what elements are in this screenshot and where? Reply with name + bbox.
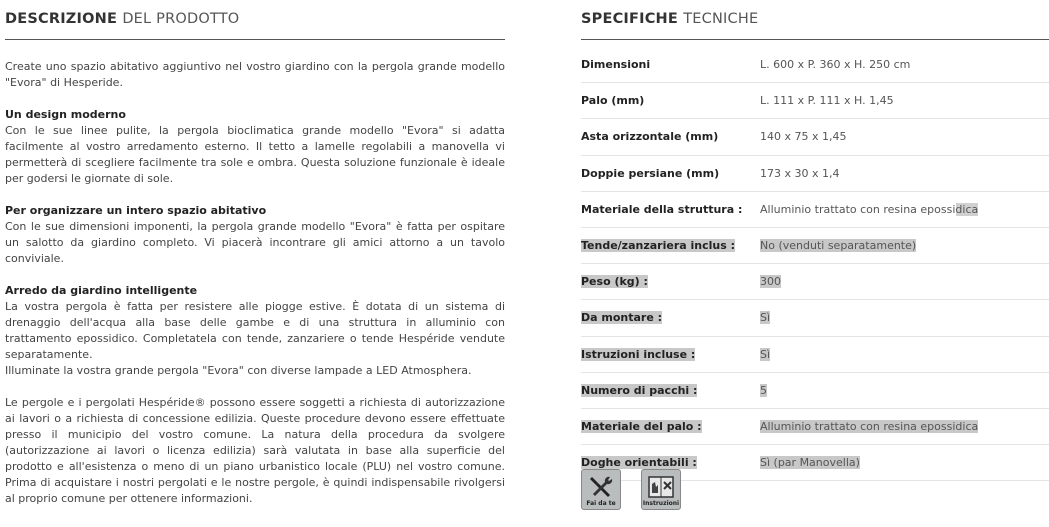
spec-key: Dimensioni — [581, 58, 651, 72]
spec-value — [760, 311, 770, 324]
specs-table — [581, 47, 1049, 481]
spec-value — [760, 456, 860, 469]
description-footer: Le pergole e i pergolati Hespéride® possono essere soggetti a richiesta di autorizzazione ai lavori o a richiesta di concessione edilizia. Queste procedure devono essere effettuate presso il municipio del vostro comune. La natura della procedura da svolgere (autorizzazione ai lavori o licenza edilizia) sarà valutata in base alla superficie del prodotto e all'esistenza o meno di un piano urbanistico locale (PLU) nel vostro comune. Prima di acquistare i nostri pergolati e le nostre pergole, è quindi indispensabile rivolgersi al proprio comune per ottenere informazioni. — [5, 396, 505, 505]
spec-value: L. 600 x P. 360 x H. 250 cm — [760, 58, 911, 72]
spec-value — [760, 348, 770, 361]
spec-key-text: Peso (kg) : — [581, 275, 648, 289]
spec-row — [581, 192, 1049, 228]
description-body — [5, 59, 505, 507]
spec-value-text: 300 — [760, 275, 781, 289]
spec-row — [581, 264, 1049, 300]
instructions-badge — [641, 469, 681, 510]
spec-row — [581, 83, 1049, 119]
instructions-icon — [647, 475, 675, 499]
description-section — [5, 107, 505, 187]
spec-key-text: Doghe orientabili : — [581, 456, 697, 470]
diy-badge — [581, 469, 621, 510]
description-intro: Create uno spazio abitativo aggiuntivo nel vostro giardino con la pergola grande modello "Evora" di Hesperide. — [5, 60, 505, 89]
section-text: La vostra pergola è fatta per resistere alle piogge estive. È dotata di un sistema di drenaggio dell'acqua alla base delle gambe e di una struttura in alluminio con trattamento epossidico. Completatela con tende, zanzariere o tende Hespéride vendute separatamente. — [5, 300, 505, 361]
spec-row — [581, 373, 1049, 409]
spec-key — [581, 275, 760, 288]
spec-value-text: Sì (par Manovella) — [760, 456, 860, 470]
spec-key — [581, 239, 760, 252]
specs-column — [581, 0, 1049, 481]
spec-key — [581, 456, 760, 469]
spec-row — [581, 156, 1049, 192]
spec-key: Asta orizzontale (mm) — [581, 130, 719, 144]
description-column — [5, 0, 505, 523]
spec-key: Palo (mm) — [581, 94, 645, 108]
spec-value-text: No (venduti separatamente) — [760, 239, 917, 253]
spec-value-text: Sì — [760, 347, 771, 361]
spec-key-text: Numero di pacchi : — [581, 383, 698, 397]
spec-row — [581, 337, 1049, 373]
description-section — [5, 203, 505, 267]
section-heading: Per organizzare un intero spazio abitativo — [5, 204, 267, 217]
description-title: DESCRIZIONE DEL PRODOTTO — [5, 0, 505, 40]
spec-key — [581, 348, 760, 361]
section-heading: Arredo da giardino intelligente — [5, 284, 198, 297]
spec-key-text: Da montare : — [581, 311, 663, 325]
spec-value: 173 x 30 x 1,4 — [760, 166, 840, 180]
tools-icon — [588, 475, 614, 499]
spec-row — [581, 300, 1049, 336]
spec-value-text: Alluminio trattato con resina epossidica — [760, 419, 979, 433]
specs-title: SPECIFICHE TECNICHE — [581, 0, 1049, 40]
description-section — [5, 283, 505, 379]
spec-key: Doppie persiane (mm) — [581, 166, 720, 180]
section-text: Con le sue dimensioni imponenti, la pergola grande modello "Evora" è fatta per ospitare un salotto da giardino completo. Vi piacerà incontrare gli amici attorno a un tavolo conviviale. — [5, 220, 505, 265]
spec-value-text: 5 — [760, 383, 767, 397]
spec-row — [581, 47, 1049, 83]
spec-row — [581, 409, 1049, 445]
spec-value — [760, 420, 978, 433]
spec-value: 140 x 75 x 1,45 — [760, 130, 847, 144]
spec-key — [581, 311, 760, 324]
section-text: Con le sue linee pulite, la pergola bioclimatica grande modello "Evora" si adatta facilmente al vostro arredamento esterno. Il tetto a lamelle regolabili a manovella vi permetterà di scegliere facilmente tra sole e ombra. Questa soluzione funzionale è ideale per godersi le giornate di sole. — [5, 124, 505, 185]
spec-value-text: Sì — [760, 311, 771, 325]
spec-row — [581, 228, 1049, 264]
spec-key — [581, 384, 760, 397]
spec-row — [581, 119, 1049, 155]
spec-value — [760, 275, 781, 288]
spec-value — [760, 239, 916, 252]
section-heading: Un design moderno — [5, 108, 126, 121]
badge-label: Instruzioni — [642, 500, 680, 507]
section-text-extra: Illuminate la vostra grande pergola "Evora" con diverse lampade a LED Atmosphera. — [5, 364, 472, 377]
spec-value: L. 111 x P. 111 x H. 1,45 — [760, 94, 894, 108]
badges — [581, 469, 681, 510]
spec-value — [760, 384, 767, 397]
badge-label: Fai da te — [586, 500, 616, 507]
spec-key — [581, 420, 760, 433]
spec-value-text: Alluminio trattato con resina epossidica — [760, 202, 979, 216]
spec-key-text: Materiale del palo : — [581, 419, 702, 433]
spec-key-text: Istruzioni incluse : — [581, 347, 696, 361]
spec-key: Materiale della struttura : — [581, 202, 743, 216]
spec-value — [760, 203, 978, 216]
spec-key-text: Tende/zanzariera inclus : — [581, 239, 735, 253]
